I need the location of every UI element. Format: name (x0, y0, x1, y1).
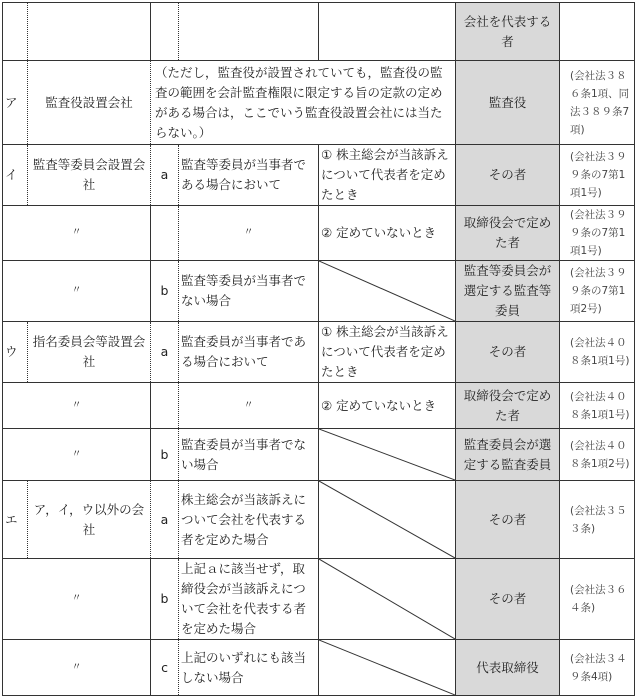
company-type: 監査役設置会社 (28, 61, 151, 145)
diagonal-cell (319, 429, 456, 481)
sub-condition: ① 株主総会が当該訴えについて代表者を定めたとき (319, 322, 456, 383)
representative: その者 (456, 481, 560, 559)
condition-text: 監査委員が当事者でない場合 (179, 429, 319, 481)
header-representative: 会社を代表する者 (456, 3, 560, 61)
diagonal-cell (319, 481, 456, 559)
condition-letter: a (151, 481, 179, 559)
condition-text: 監査委員が当事者である場合において (179, 322, 319, 383)
condition-text: 監査等委員が当事者でない場合 (179, 261, 319, 322)
table-row (3, 640, 635, 696)
sub-condition: ② 定めていないとき (319, 206, 456, 261)
law-reference: (会社法３９９条の7第1項2号) (560, 261, 635, 322)
company-type: 監査等委員会設置会社 (28, 145, 151, 206)
diagonal-cell (319, 261, 456, 322)
table-row (3, 61, 635, 145)
ditto-mark: 〃 (3, 640, 151, 696)
header-blank (319, 3, 456, 61)
representative: 監査委員会が選定する監査委員 (456, 429, 560, 481)
sub-condition: ① 株主総会が当該訴えについて代表者を定めたとき (319, 145, 456, 206)
law-reference: (会社法４０８条1項1号) (560, 322, 635, 383)
condition-letter: b (151, 261, 179, 322)
header-blank (28, 3, 151, 61)
ditto-mark: 〃 (3, 206, 151, 261)
table-row (3, 559, 635, 640)
condition-letter: b (151, 429, 179, 481)
condition-text: 監査等委員が当事者である場合において (179, 145, 319, 206)
law-reference: (会社法３９９条の7第1項1号) (560, 145, 635, 206)
condition-text: 上記ａに該当せず，取締役会が当該訴えについて会社を代表する者を定めた場合 (179, 559, 319, 640)
header-blank (560, 3, 635, 61)
ditto-mark: 〃 (3, 429, 151, 481)
row-mark: エ (3, 481, 28, 559)
empty-cell (151, 206, 179, 261)
condition-letter: a (151, 145, 179, 206)
table-row (3, 383, 635, 429)
ditto-mark: 〃 (3, 383, 151, 429)
diagonal-cell (319, 559, 456, 640)
row-mark: イ (3, 145, 28, 206)
diagonal-cell (319, 640, 456, 696)
row-mark: ウ (3, 322, 28, 383)
table-row (3, 429, 635, 481)
note-text: （ただし，監査役が設置されていても，監査役の監査の範囲を会計監査権限に限定する旨の定款の定めがある場合は，ここでいう監査役設置会社には当たらない。） (151, 61, 456, 145)
company-type: 指名委員会等設置会社 (28, 322, 151, 383)
representative: その者 (456, 559, 560, 640)
header-blank (179, 3, 319, 61)
table-row (3, 261, 635, 322)
sub-condition: ② 定めていないとき (319, 383, 456, 429)
empty-cell (151, 383, 179, 429)
representative: その者 (456, 145, 560, 206)
representative: 代表取締役 (456, 640, 560, 696)
table-row (3, 481, 635, 559)
ditto-mark: 〃 (3, 261, 151, 322)
representative: 取締役会で定めた者 (456, 383, 560, 429)
ditto-mark: 〃 (3, 559, 151, 640)
law-reference: (会社法３９９条の7第1項1号) (560, 206, 635, 261)
representative: その者 (456, 322, 560, 383)
header-blank (3, 3, 28, 61)
law-reference: (会社法３５３条) (560, 481, 635, 559)
law-reference: (会社法４０８条1項1号) (560, 383, 635, 429)
table-row (3, 206, 635, 261)
condition-letter: b (151, 559, 179, 640)
table-row (3, 145, 635, 206)
header-blank (151, 3, 179, 61)
ditto-mark: 〃 (179, 383, 319, 429)
condition-text: 上記のいずれにも該当しない場合 (179, 640, 319, 696)
law-reference: (会社法３８６条1項、同法３８９条7項) (560, 61, 635, 145)
header-row (3, 3, 635, 61)
table-row (3, 322, 635, 383)
law-reference: (会社法４０８条1項2号) (560, 429, 635, 481)
representation-table (2, 2, 635, 696)
law-reference: (会社法３６４条) (560, 559, 635, 640)
company-type: ア，イ，ウ以外の会社 (28, 481, 151, 559)
ditto-mark: 〃 (179, 206, 319, 261)
condition-letter: a (151, 322, 179, 383)
representative: 監査役 (456, 61, 560, 145)
row-mark: ア (3, 61, 28, 145)
representative: 取締役会で定めた者 (456, 206, 560, 261)
law-reference: (会社法３４９条4項) (560, 640, 635, 696)
condition-letter: c (151, 640, 179, 696)
representative: 監査等委員会が選定する監査等委員 (456, 261, 560, 322)
condition-text: 株主総会が当該訴えについて会社を代表する者を定めた場合 (179, 481, 319, 559)
